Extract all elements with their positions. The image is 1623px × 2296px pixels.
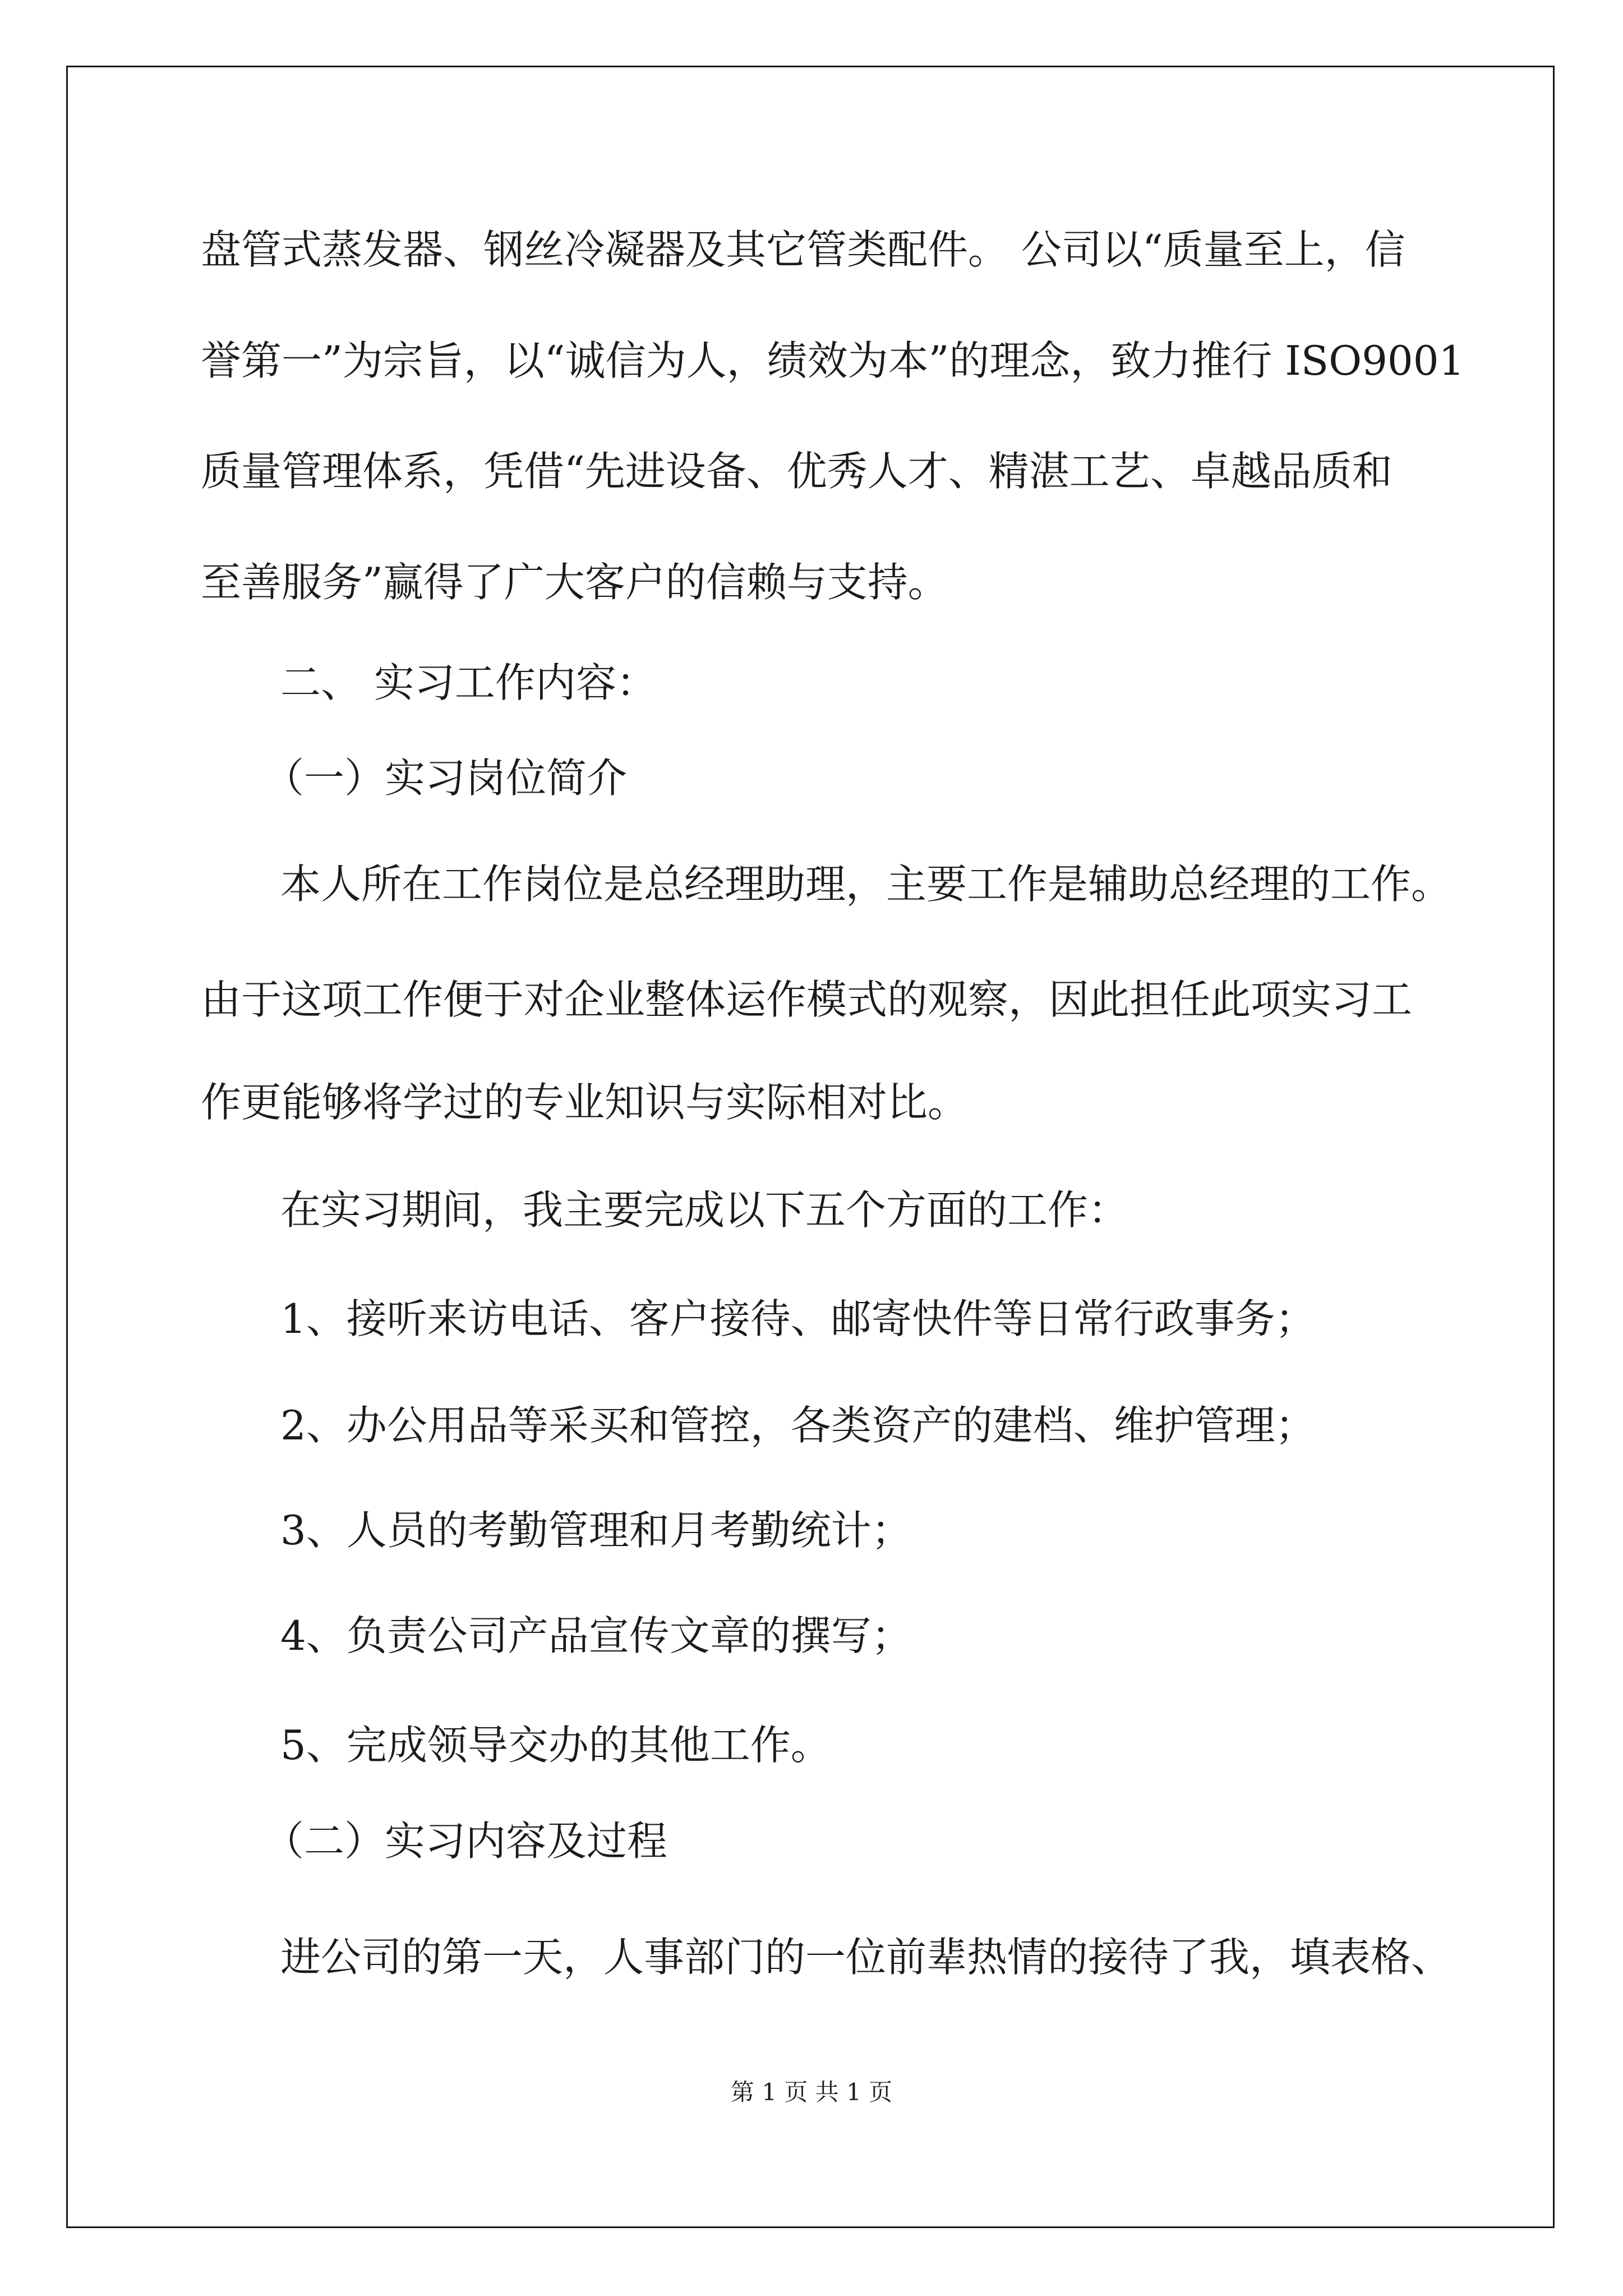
paragraph-2-line-3: 作更能够将学过的专业知识与实际相对比。 (201, 1079, 969, 1126)
paragraph-2-line-1: 本人所在工作岗位是总经理助理，主要工作是辅助总经理的工作。 (280, 861, 1452, 908)
list-item-4: 4、负责公司产品宣传文章的撰写； (280, 1612, 912, 1659)
list-item-3: 3、人员的考勤管理和月考勤统计； (280, 1507, 912, 1554)
list-item-1: 1、接听来访电话、客户接待、邮寄快件等日常行政事务； (280, 1295, 1316, 1342)
paragraph-2-line-2: 由于这项工作便于对企业整体运作模式的观察，因此担任此项实习工 (201, 976, 1413, 1023)
paragraph-1-line-3: 质量管理体系，凭借“先进设备、优秀人才、精湛工艺、卓越品质和 (201, 448, 1393, 495)
paragraph-3-line-1: 在实习期间，我主要完成以下五个方面的工作： (280, 1186, 1129, 1234)
subsection-heading-1: （一）实习岗位简介 (264, 754, 628, 802)
paragraph-1-line-1: 盘管式蒸发器、钢丝冷凝器及其它管类配件。 公司以“质量至上，信 (201, 226, 1405, 273)
paragraph-1-line-2: 誉第一”为宗旨，以“诚信为人，绩效为本”的理念，致力推行 ISO9001 (201, 337, 1465, 384)
page-number-footer: 第 1 页 共 1 页 (730, 2078, 893, 2106)
list-item-5: 5、完成领导交办的其他工作。 (280, 1722, 831, 1769)
section-heading-2: 二、 实习工作内容： (280, 659, 657, 706)
list-item-2: 2、办公用品等采买和管控，各类资产的建档、维护管理； (280, 1402, 1316, 1449)
subsection-heading-2: （二）实习内容及过程 (264, 1818, 668, 1865)
paragraph-4-line-1: 进公司的第一天，人事部门的一位前辈热情的接待了我，填表格、 (280, 1934, 1452, 1981)
paragraph-1-line-4: 至善服务”赢得了广大客户的信赖与支持。 (201, 559, 948, 606)
page-border (66, 66, 1555, 2228)
